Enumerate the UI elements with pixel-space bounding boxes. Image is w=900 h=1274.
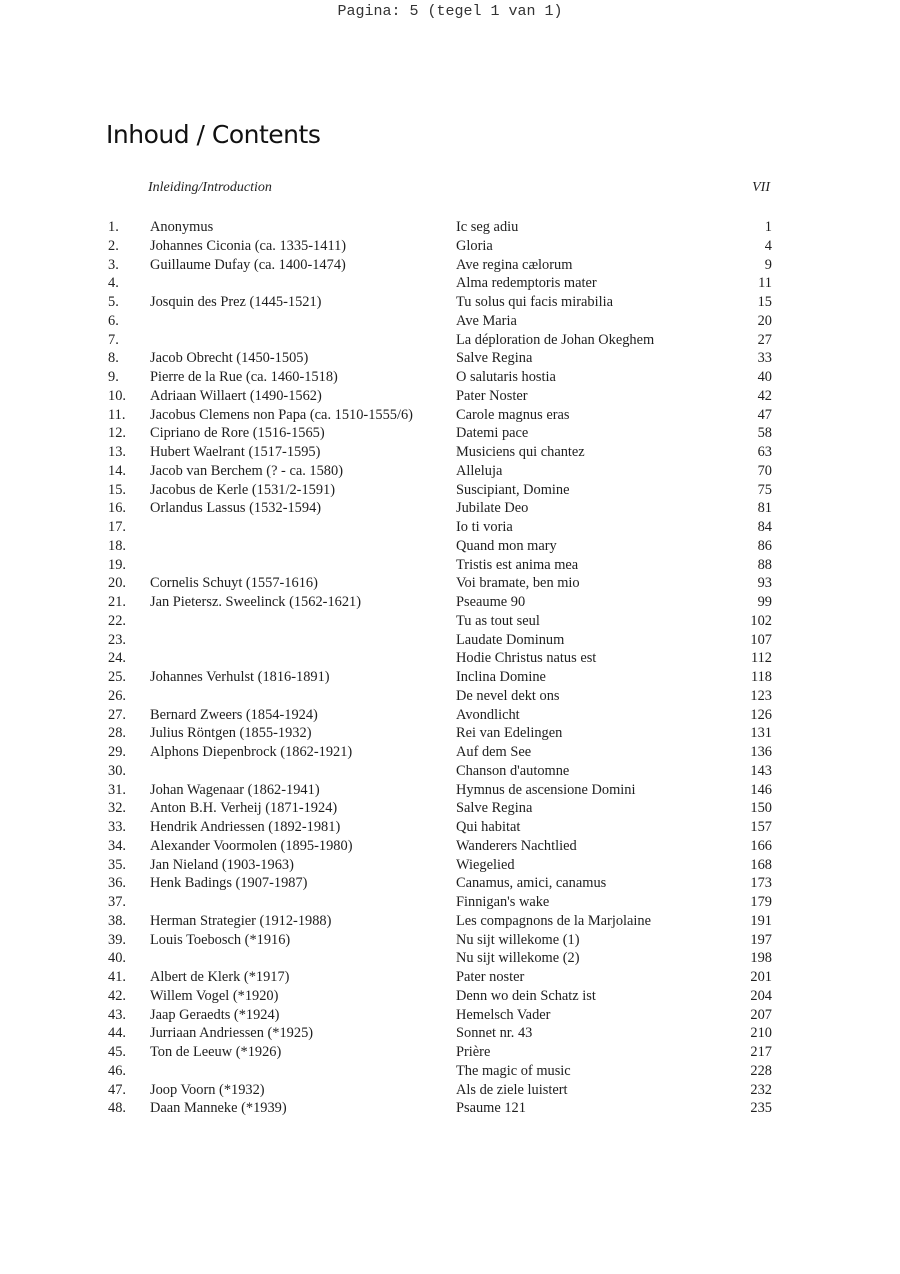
page-number: 63 [757, 444, 772, 460]
page-number: 168 [750, 856, 772, 873]
page-number: 126 [750, 706, 772, 723]
page-number: 204 [750, 987, 772, 1004]
page-number: 210 [750, 1025, 772, 1042]
work-title: Tu as tout seul [456, 612, 540, 629]
entry-number: 17. [108, 519, 126, 535]
work-title: Qui habitat [456, 819, 521, 835]
entry-number: 16. [108, 500, 126, 517]
toc-entry [108, 481, 772, 500]
entry-number: 23. [108, 631, 126, 648]
work-title: Carole magnus eras [456, 406, 570, 423]
entry-number: 29. [108, 744, 126, 760]
intro-label: Inleiding/Introduction [148, 180, 272, 195]
work-title: Salve Regina [456, 800, 533, 817]
entry-number: 30. [108, 762, 126, 779]
entry-number: 9. [108, 369, 119, 385]
composer-name: Johannes Verhulst (1816-1891) [150, 669, 330, 685]
work-title: Laudate Dominum [456, 631, 565, 648]
page-number: 118 [750, 669, 772, 685]
work-title: Hemelsch Vader [456, 1006, 551, 1023]
page-number: 88 [757, 556, 772, 573]
composer-name: Alexander Voormolen (1895-1980) [150, 837, 353, 854]
toc-entry [108, 1062, 772, 1081]
work-title: Gloria [456, 237, 493, 254]
toc-entry [108, 462, 772, 481]
entry-number: 48. [108, 1100, 126, 1117]
toc-entry [108, 687, 772, 706]
toc-entry [108, 912, 772, 931]
entry-number: 7. [108, 331, 119, 348]
composer-name: Cipriano de Rore (1516-1565) [150, 425, 325, 442]
work-title: Psaume 121 [456, 1100, 526, 1117]
entry-number: 33. [108, 819, 126, 835]
toc-entry [108, 837, 772, 856]
composer-name: Anonymus [150, 219, 214, 235]
page-number: 228 [750, 1062, 772, 1079]
page-number: 33 [757, 350, 772, 367]
entry-number: 10. [108, 387, 126, 404]
composer-name: Albert de Klerk (*1917) [150, 969, 290, 985]
composer-name: Guillaume Dufay (ca. 1400-1474) [150, 256, 346, 273]
toc-entry [108, 593, 772, 612]
composer-name: Hubert Waelrant (1517-1595) [150, 444, 321, 460]
toc-entry [108, 893, 772, 912]
work-title: Jubilate Deo [456, 500, 529, 517]
page-number: 40 [757, 369, 772, 385]
page-number: 143 [750, 762, 772, 779]
page-number: 146 [750, 781, 772, 798]
entry-number: 21. [108, 594, 126, 610]
composer-name: Anton B.H. Verheij (1871-1924) [150, 800, 338, 817]
composer-name: Jurriaan Andriessen (*1925) [150, 1025, 314, 1042]
page-number: 191 [750, 912, 772, 929]
toc-entry [108, 424, 772, 443]
toc-entry [108, 368, 772, 387]
toc-entry [108, 968, 772, 987]
composer-name: Joop Voorn (*1932) [150, 1081, 265, 1098]
toc-entry [108, 612, 772, 631]
toc-entry [108, 931, 772, 950]
entry-number: 5. [108, 294, 119, 310]
entry-number: 15. [108, 481, 126, 498]
toc-entry [108, 743, 772, 762]
work-title: Chanson d'automne [456, 762, 570, 779]
entry-number: 34. [108, 837, 126, 854]
work-title: Avondlicht [456, 706, 520, 723]
page-number: 42 [757, 387, 772, 404]
page-number: 123 [750, 687, 772, 704]
page-number: 81 [757, 500, 772, 517]
work-title: Io ti voria [456, 519, 513, 535]
toc-entry [108, 331, 772, 350]
page-number: 107 [750, 631, 772, 648]
toc-entry [108, 987, 772, 1006]
toc-entry [108, 856, 772, 875]
work-title: Prière [456, 1044, 491, 1060]
entry-number: 45. [108, 1044, 126, 1060]
entry-number: 43. [108, 1006, 126, 1023]
composer-name: Jaap Geraedts (*1924) [150, 1006, 280, 1023]
composer-name: Jacobus de Kerle (1531/2-1591) [150, 481, 336, 498]
work-title: Rei van Edelingen [456, 725, 563, 742]
composer-name: Herman Strategier (1912-1988) [150, 912, 332, 929]
composer-name: Alphons Diepenbrock (1862-1921) [150, 744, 353, 760]
page-number: 15 [757, 294, 772, 310]
page-number: 207 [750, 1006, 772, 1023]
toc-entry [108, 631, 772, 650]
page-number: 136 [750, 744, 772, 760]
entry-number: 18. [108, 537, 126, 554]
entry-number: 22. [108, 612, 126, 629]
page-number: 232 [750, 1081, 772, 1098]
entry-number: 2. [108, 237, 119, 254]
toc-entry [108, 949, 772, 968]
entry-number: 28. [108, 725, 126, 742]
composer-name: Daan Manneke (*1939) [150, 1100, 287, 1117]
toc-entry [108, 499, 772, 518]
toc-entry [108, 1006, 772, 1025]
work-title: Hymnus de ascensione Domini [456, 781, 636, 798]
toc-entry [108, 781, 772, 800]
page-number: 112 [750, 650, 772, 667]
entry-number: 35. [108, 856, 126, 873]
entry-number: 32. [108, 800, 126, 817]
entry-number: 3. [108, 256, 119, 273]
page-number: 102 [750, 612, 772, 629]
toc-entry [108, 256, 772, 275]
entry-number: 8. [108, 350, 119, 367]
entry-number: 20. [108, 575, 126, 592]
entry-number: 42. [108, 987, 126, 1004]
work-title: Alma redemptoris mater [456, 275, 597, 292]
work-title: Musiciens qui chantez [456, 444, 585, 460]
toc-entry [108, 349, 772, 368]
work-title: Wiegelied [456, 856, 515, 873]
page-number: 99 [757, 594, 772, 610]
composer-name: Jacob van Berchem (? - ca. 1580) [150, 462, 343, 479]
entry-number: 4. [108, 275, 119, 292]
page-number: 20 [757, 312, 772, 329]
composer-name: Josquin des Prez (1445-1521) [150, 294, 322, 310]
page-number: 47 [757, 406, 772, 423]
work-title: Sonnet nr. 43 [456, 1025, 533, 1042]
composer-name: Pierre de la Rue (ca. 1460-1518) [150, 369, 338, 385]
page-number: 131 [750, 725, 772, 742]
work-title: The magic of music [456, 1062, 571, 1079]
page-number: 93 [757, 575, 772, 592]
work-title: Ave regina cælorum [456, 256, 573, 273]
entry-number: 19. [108, 556, 126, 573]
entry-number: 40. [108, 950, 126, 967]
composer-name: Orlandus Lassus (1532-1594) [150, 500, 322, 517]
work-title: Quand mon mary [456, 537, 557, 554]
work-title: Ave Maria [456, 312, 517, 329]
entry-number: 6. [108, 312, 119, 329]
work-title: Wanderers Nachtlied [456, 837, 577, 854]
entry-number: 44. [108, 1025, 126, 1042]
toc-entry [108, 874, 772, 893]
work-title: Nu sijt willekome (2) [456, 950, 580, 967]
entry-number: 1. [108, 219, 119, 235]
composer-name: Adriaan Willaert (1490-1562) [150, 387, 322, 404]
toc-entry [108, 706, 772, 725]
entry-number: 11. [108, 406, 126, 423]
toc-entry [108, 574, 772, 593]
composer-name: Ton de Leeuw (*1926) [150, 1044, 282, 1060]
intro-page-number: VII [752, 180, 770, 195]
work-title: Les compagnons de la Marjolaine [456, 912, 652, 929]
toc-entry [108, 1043, 772, 1062]
composer-name: Louis Toebosch (*1916) [150, 931, 291, 948]
page-number: 197 [750, 931, 772, 948]
work-title: Ic seg adiu [456, 219, 519, 235]
work-title: La déploration de Johan Okeghem [456, 331, 655, 348]
entry-number: 36. [108, 875, 126, 892]
composer-name: Johan Wagenaar (1862-1941) [150, 781, 320, 798]
toc-entry [108, 387, 772, 406]
page-number: 75 [757, 481, 772, 498]
page-title: Inhoud / Contents [106, 120, 321, 149]
toc-entry [108, 762, 772, 781]
composer-name: Willem Vogel (*1920) [150, 987, 279, 1004]
composer-name: Cornelis Schuyt (1557-1616) [150, 575, 318, 592]
page-number: 217 [750, 1044, 772, 1060]
table-of-contents [108, 218, 772, 1118]
work-title: Pater Noster [456, 387, 528, 404]
composer-name: Jacobus Clemens non Papa (ca. 1510-1555/6) [150, 406, 413, 423]
entry-number: 37. [108, 894, 126, 910]
entry-number: 31. [108, 781, 126, 798]
page-number: 150 [750, 800, 772, 817]
toc-entry [108, 218, 772, 237]
work-title: Denn wo dein Schatz ist [456, 987, 596, 1004]
page-number: 201 [750, 969, 772, 985]
entry-number: 41. [108, 969, 126, 985]
toc-entry [108, 1099, 772, 1118]
composer-name: Johannes Ciconia (ca. 1335-1411) [150, 237, 347, 254]
page-number: 58 [757, 425, 772, 442]
toc-entry [108, 1081, 772, 1100]
toc-entry [108, 649, 772, 668]
entry-number: 13. [108, 444, 126, 460]
work-title: Inclina Domine [456, 669, 546, 685]
entry-number: 46. [108, 1062, 126, 1079]
work-title: Voi bramate, ben mio [456, 575, 580, 592]
composer-name: Jacob Obrecht (1450-1505) [150, 350, 309, 367]
work-title: Suscipiant, Domine [456, 481, 570, 498]
toc-entry [108, 724, 772, 743]
page-number: 11 [758, 275, 772, 292]
composer-name: Henk Badings (1907-1987) [150, 875, 308, 892]
page-number: 235 [750, 1100, 772, 1117]
entry-number: 47. [108, 1081, 126, 1098]
page-header: Pagina: 5 (tegel 1 van 1) [337, 3, 563, 20]
page-number: 9 [764, 256, 772, 273]
page-number: 1 [764, 219, 772, 235]
work-title: De nevel dekt ons [456, 687, 560, 704]
work-title: Datemi pace [456, 425, 529, 442]
work-title: Salve Regina [456, 350, 533, 367]
intro-row [148, 180, 770, 200]
toc-entry [108, 556, 772, 575]
toc-entry [108, 406, 772, 425]
composer-name: Julius Röntgen (1855-1932) [150, 725, 312, 742]
toc-entry [108, 537, 772, 556]
work-title: Canamus, amici, canamus [456, 875, 607, 892]
entry-number: 26. [108, 687, 126, 704]
toc-entry [108, 1024, 772, 1043]
page-number: 179 [750, 894, 772, 910]
work-title: Auf dem See [456, 744, 532, 760]
work-title: Finnigan's wake [456, 894, 550, 910]
work-title: Nu sijt willekome (1) [456, 931, 580, 948]
page-number: 198 [750, 950, 772, 967]
toc-entry [108, 293, 772, 312]
page-number: 173 [750, 875, 772, 892]
page-number: 27 [757, 331, 772, 348]
work-title: Tu solus qui facis mirabilia [456, 294, 613, 310]
work-title: Tristis est anima mea [456, 556, 579, 573]
entry-number: 12. [108, 425, 126, 442]
page-number: 4 [764, 237, 772, 254]
entry-number: 24. [108, 650, 126, 667]
toc-entry [108, 518, 772, 537]
work-title: Als de ziele luistert [456, 1081, 568, 1098]
toc-entry [108, 799, 772, 818]
entry-number: 25. [108, 669, 126, 685]
page-number: 84 [757, 519, 772, 535]
entry-number: 39. [108, 931, 126, 948]
toc-entry [108, 668, 772, 687]
page-number: 86 [757, 537, 772, 554]
composer-name: Jan Pietersz. Sweelinck (1562-1621) [150, 594, 362, 610]
toc-entry [108, 818, 772, 837]
work-title: O salutaris hostia [456, 369, 556, 385]
work-title: Pater noster [456, 969, 525, 985]
toc-entry [108, 312, 772, 331]
composer-name: Jan Nieland (1903-1963) [150, 856, 294, 873]
toc-entry [108, 443, 772, 462]
work-title: Alleluja [456, 462, 503, 479]
page-number: 157 [750, 819, 772, 835]
entry-number: 27. [108, 706, 126, 723]
work-title: Pseaume 90 [456, 594, 526, 610]
work-title: Hodie Christus natus est [456, 650, 597, 667]
page-number: 166 [750, 837, 772, 854]
page-number: 70 [757, 462, 772, 479]
composer-name: Hendrik Andriessen (1892-1981) [150, 819, 341, 835]
entry-number: 38. [108, 912, 126, 929]
composer-name: Bernard Zweers (1854-1924) [150, 706, 318, 723]
entry-number: 14. [108, 462, 126, 479]
toc-entry [108, 237, 772, 256]
toc-entry [108, 274, 772, 293]
